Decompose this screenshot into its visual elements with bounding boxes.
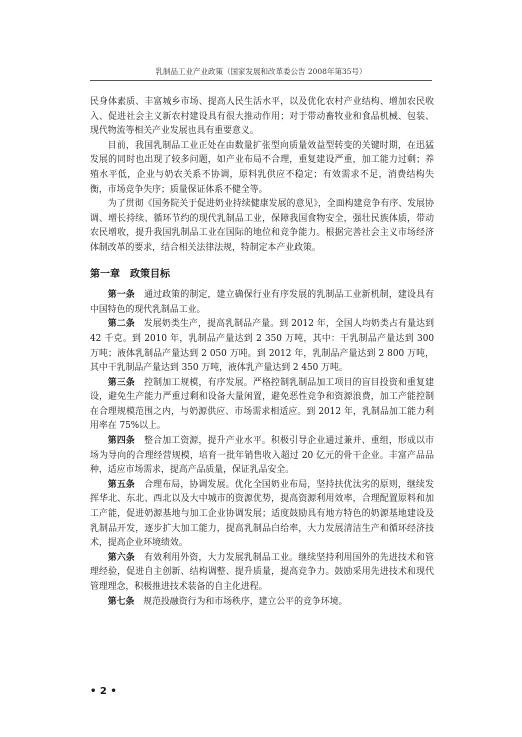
paragraph: 为了贯彻《国务院关于促进奶业持续健康发展的意见》，全面构建竞争有序、发展协调、增长持续、循环节约的现代乳制品工业，保障我国食物安全，强壮民族体质，带动农民增收，提升我国乳制品工业在国际的地位和竞争能力。根据完善社会主义市场经济体制改革的要求，结合相关法律法规，特制定本产业政策。 bbox=[90, 199, 434, 253]
article-4 bbox=[90, 434, 434, 478]
document-body bbox=[90, 95, 434, 609]
paragraph-continued: 民身体素质、丰富城乡市场、提高人民生活水平，以及优化农村产业结构、增加农民收入、促进社会主义新农村建设具有很大推动作用；对于带动畜牧业和食品机械、包装、现代物流等相关产业发展也具有重要意义。 bbox=[90, 97, 434, 137]
article-2 bbox=[90, 317, 434, 375]
article-3 bbox=[90, 376, 434, 434]
running-header: 乳制品工业产业政策（国家发展和改革委公告 2008年第35号） bbox=[90, 66, 432, 81]
article-label: 第七条 bbox=[107, 596, 135, 607]
article-label: 第一条 bbox=[107, 290, 135, 301]
article-label: 第六条 bbox=[107, 552, 135, 563]
article-text: 规范投融资行为和市场秩序，建立公平的竞争环境。 bbox=[134, 596, 348, 607]
article-text: 合理布局，协调发展。优化全国奶业布局，坚持扶优汰劣的原则，继续发挥华北、东北、西北以及大中城市的资源优势，提高资源利用效率，合理配置原料和加工产能，促进奶源基地与加工企业协调发展；适度鼓励具有地方特色的奶源基地建设及乳制品开发，逐步扩大加工能力，提高乳制品白给率，大力发展清洁生产和循环经济技术，提高企业环境绩效。 bbox=[90, 479, 435, 549]
article-1 bbox=[90, 288, 434, 317]
article-label: 第二条 bbox=[107, 319, 135, 330]
article-text: 控制加工规模，有序发展。严格控制乳制品加工项目的盲目投资和重复建设，避免生产能力严重过剩和设备大量闲置，避免恶性竞争和资源浪费，加工产能控制在合理规模范围之内，与奶源供应、市场需求相适应。到 2012 年，乳制品加工能力利用率在 75%以上。 bbox=[90, 377, 435, 432]
page-number: • 2 • bbox=[90, 686, 117, 697]
article-label: 第三条 bbox=[107, 377, 135, 388]
article-text: 整合加工资源，提升产业水平。积极引导企业通过兼并、重组，形成以市场为导向的合理经营规模，培育一批年销售收入超过 20 亿元的骨干企业。丰富产品品种，适应市场需求，提高产品质量，保证乳品安全。 bbox=[90, 436, 435, 476]
article-label: 第四条 bbox=[107, 436, 135, 447]
article-5 bbox=[90, 478, 434, 551]
chapter-heading: 第一章 政策目标 bbox=[90, 268, 170, 280]
article-label: 第五条 bbox=[107, 479, 135, 490]
article-7 bbox=[90, 595, 434, 610]
article-6 bbox=[90, 551, 434, 595]
article-text: 通过政策的制定，建立确保行业有序发展的乳制品工业新机制，建设具有中国特色的现代乳制品工业。 bbox=[90, 290, 435, 315]
article-text: 有效利用外资，大力发展乳制品工业。继续坚持利用国外的先进技术和管理经验，促进自主创新、结构调整、提升质量，提高竞争力。鼓励采用先进技术和现代管理理念，积极推进技术装备的自主化进程。 bbox=[90, 552, 435, 592]
article-text: 发展奶类生产，提高乳制品产量。到 2012 年，全国人均奶类占有量达到 42 千克。到 2010 年，乳制品产量达到 2 350 万吨，其中：干乳制品产量达到 300 万吨；液体乳制品产量达到 2 050 万吨。到 2012 年，乳制品产量达到 2 800 万吨，其中干乳制品产量达到 350 万吨，液体乳产量达到 2 450 万吨。 bbox=[90, 319, 434, 374]
paragraph: 目前，我国乳制品工业正处在由数量扩张型向质量效益型转变的关键时期，在迅猛发展的同时也出现了较多问题，如产业布局不合理，重复建设严重，加工能力过剩；养殖水平低，企业与奶农关系不协调，原料乳供应不稳定；有效需求不足，消费结构失衡，市场竞争失序；质量保证体系不健全等。 bbox=[90, 140, 434, 195]
